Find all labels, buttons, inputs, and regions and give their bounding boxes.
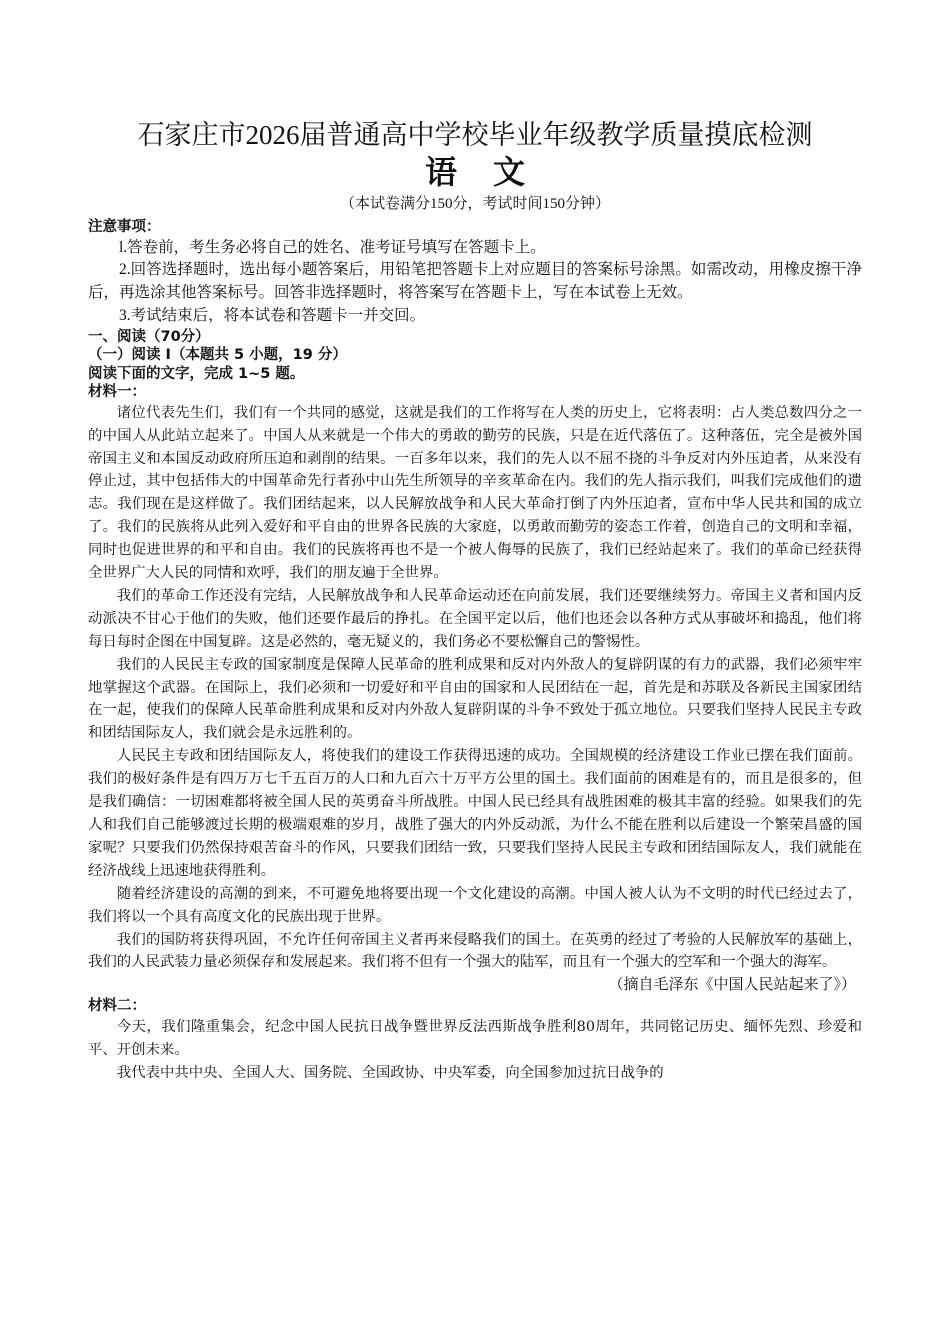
- exam-subtitle: （本试卷满分150分，考试时间150分钟）: [339, 196, 610, 212]
- material2-paragraph: 我代表中共中央、全国人大、国务院、全国政协、中央军委，向全国参加过抗日战争的: [116, 1064, 664, 1081]
- material1-paragraph: 我们的人民民主专政的国家制度是保障人民革命的胜利成果和反对内外敌人的复辟阴谋的有力的武器，我们必须牢牢地掌握这个武器。在国际上，我们必须和一切爱好和平自由的国家和人民团结在一起，首先是和苏联及各新民主国家团结在一起，使我们的保障人民革命胜利成果和反对内外敌人复辟阴谋的斗争不致处于孤立地位。只要我们坚持人民民主专政和团结国际友人，我们就会是永远胜利的。: [88, 656, 862, 742]
- subject-title: [88, 152, 862, 192]
- subject-char-2: 文: [493, 153, 526, 191]
- exam-title: 石家庄市2026届普通高中学校毕业年级教学质量摸底检测: [137, 120, 813, 150]
- subject-char-1: 语: [424, 153, 457, 191]
- material2-label: 材料二：: [88, 998, 146, 1015]
- material1-paragraph: 诸位代表先生们，我们有一个共同的感觉，这就是我们的工作将写在人类的历史上，它将表明：占人类总数四分之一的中国人从此站立起来了。中国人从来就是一个伟大的勇敢的勤劳的民族，只是在近代落伍了。这种落伍，完全是被外国帝国主义和本国反动政府所压迫和剥削的结果。一百多年以来，我们的先人以不屈不挠的斗争反对内外压迫者，从来没有停止过，其中包括伟大的中国革命先行者孙中山先生所领导的辛亥革命在内。我们的先人指示我们，叫我们完成他们的遗志。我们现在是这样做了。我们团结起来，以人民解放战争和人民大革命打倒了内外压迫者，宣布中华人民共和国的成立了。我们的民族将从此列入爱好和平自由的世界各民族的大家庭，以勇敢而勤劳的姿态工作着，创造自己的文明和幸福，同时也促进世界的和平和自由。我们的民族将再也不是一个被人侮辱的民族了，我们已经站起来了。我们的革命已经获得全世界广大人民的同情和欢呼，我们的朋友遍于全世界。: [88, 404, 862, 582]
- material1-label: 材料一：: [88, 384, 146, 401]
- material2-paragraph: 今天，我们隆重集会，纪念中国人民抗日战争暨世界反法西斯战争胜利80周年，共同铭记历史、缅怀先烈、珍爱和平、开创未来。: [88, 1018, 862, 1058]
- notice-item-1: l.答卷前，考生务必将自己的姓名、准考证号填写在答题卡上。: [119, 238, 546, 256]
- material1-source: （摘自毛泽东《中国人民站起来了》）: [608, 977, 856, 994]
- part-heading: 一、阅读（70分）: [88, 328, 210, 345]
- notice-item-3: 3.考试结束后，将本试卷和答题卡一并交回。: [119, 306, 426, 324]
- reading-instruction: 阅读下面的文字，完成 1~5 题。: [88, 365, 305, 382]
- sub-heading: （一）阅读 I（本题共 5 小题，19 分）: [88, 347, 347, 364]
- page-content: [88, 118, 862, 1084]
- notice-item-2: 2.回答选择题时，选出每小题答案后，用铅笔把答题卡上对应题目的答案标号涂黑。如需改动，用橡皮擦干净后，再选涂其他答案标号。回答非选择题时，将答案写在答题卡上，写在本试卷上无效。: [88, 261, 862, 302]
- material1-paragraph: 我们的革命工作还没有完结，人民解放战争和人民革命运动还在向前发展，我们还要继续努力。帝国主义者和国内反动派决不甘心于他们的失败，他们还要作最后的挣扎。在全国平定以后，他们也还会以各种方式从事破坏和捣乱，他们将每日每时企图在中国复辟。这是必然的，毫无疑义的，我们务必不要松懈自己的警惕性。: [88, 587, 862, 650]
- material1-paragraph: 随着经济建设的高潮的到来，不可避免地将要出现一个文化建设的高潮。中国人被人认为不文明的时代已经过去了，我们将以一个具有高度文化的民族出现于世界。: [88, 885, 862, 925]
- notice-heading: 注意事项：: [88, 219, 161, 235]
- material1-paragraph: 我们的国防将获得巩固，不允许任何帝国主义者再来侵略我们的国土。在英勇的经过了考验的人民解放军的基础上，我们的人民武装力量必须保存和发展起来。我们将不但有一个强大的陆军，而且有一个强大的空军和一个强大的海军。: [88, 931, 862, 971]
- material1-paragraph: 人民民主专政和团结国际友人，将使我们的建设工作获得迅速的成功。全国规模的经济建设工作业已摆在我们面前。我们的极好条件是有四万万七千五百万的人口和九百六十万平方公里的国土。我们面前的困难是有的，而且是很多的，但是我们确信：一切困难都将被全国人民的英勇奋斗所战胜。中国人民已经具有战胜困难的极其丰富的经验。如果我们的先人和我们自己能够渡过长期的极端艰难的岁月，战胜了强大的内外反动派，为什么不能在胜利以后建设一个繁荣昌盛的国家呢？只要我们仍然保持艰苦奋斗的作风，只要我们团结一致，只要我们坚持人民民主专政和团结国际友人，我们就能在经济战线上迅速地获得胜利。: [88, 748, 862, 879]
